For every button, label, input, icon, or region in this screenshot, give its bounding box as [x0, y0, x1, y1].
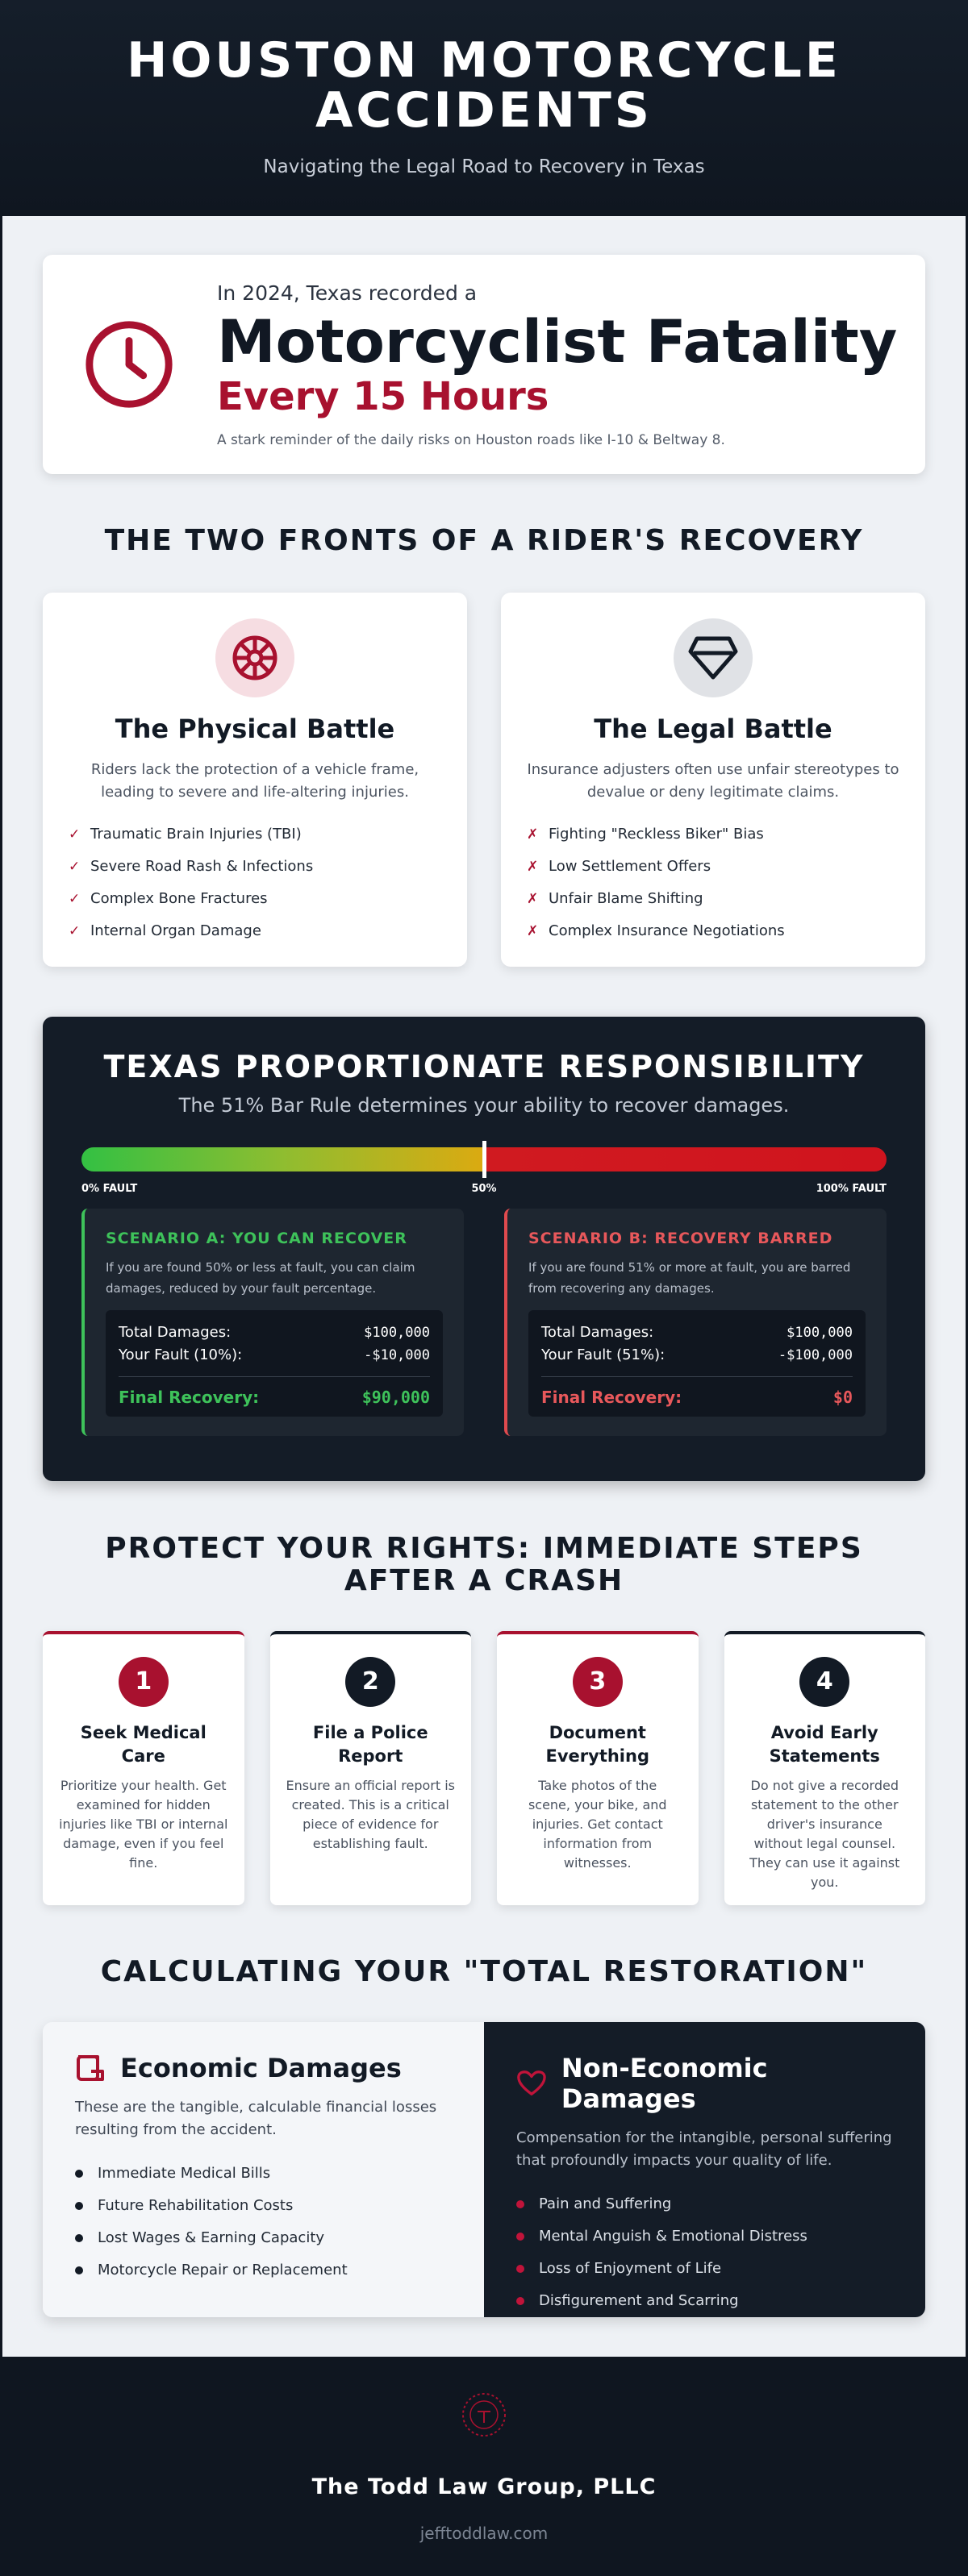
page-header — [0, 0, 968, 216]
list-item: Mental Anguish & Emotional Distress — [516, 2220, 893, 2253]
physical-battle-card — [43, 593, 467, 967]
fronts-section — [43, 593, 925, 967]
calc-value: -$100,000 — [778, 1347, 853, 1363]
economic-damages-panel — [43, 2022, 484, 2317]
fronts-title: THE TWO FRONTS OF A RIDER'S RECOVERY — [104, 524, 864, 557]
step-card — [497, 1631, 699, 1905]
firm-name: The Todd Law Group, PLLC — [311, 2474, 657, 2499]
step-title: Avoid Early Statements — [769, 1723, 880, 1766]
list-item: Immediate Medical Bills — [75, 2158, 452, 2190]
check-icon: ✓ — [69, 826, 81, 843]
fatality-stat-card — [43, 255, 925, 474]
calc-label: Total Damages: — [541, 1324, 654, 1341]
list-item: ✓ Severe Road Rash & Infections — [69, 851, 443, 883]
damages-title: CALCULATING YOUR "TOTAL RESTORATION" — [100, 1955, 868, 1988]
bullet-icon — [75, 2266, 83, 2274]
fault-scale-bar — [81, 1147, 887, 1171]
x-mark-icon: ✗ — [527, 923, 539, 939]
economic-damages-title: Economic Damages — [120, 2053, 402, 2083]
scenario-b-title: SCENARIO B: RECOVERY BARRED — [528, 1230, 833, 1247]
step-text: Take photos of the scene, your bike, and injuries. Get contact information from witnesses. — [528, 1778, 667, 1871]
fault-scale-labels — [81, 1183, 887, 1201]
list-item: Pain and Suffering — [516, 2188, 893, 2220]
stat-note: A stark reminder of the daily risks on Houston roads like I-10 & Beltway 8. — [217, 431, 725, 448]
non-economic-damages-title: Non-Economic Damages — [561, 2053, 768, 2114]
clock-icon — [81, 317, 177, 412]
receipt-icon — [75, 2054, 106, 2083]
texas-responsibility-section — [43, 1017, 925, 1481]
steps-title: PROTECT YOUR RIGHTS: IMMEDIATE STEPS AFTER A CRASH — [105, 1532, 863, 1597]
final-recovery-value: $0 — [832, 1388, 853, 1407]
step-title: Document Everything — [545, 1723, 649, 1766]
step-text: Do not give a recorded statement to the other driver's insurance without legal counsel. They can use it against you. — [749, 1778, 900, 1890]
firm-logo — [458, 2389, 510, 2441]
scenario-a-title: SCENARIO A: YOU CAN RECOVER — [106, 1230, 407, 1247]
step-card — [270, 1631, 472, 1905]
step-number: 4 — [799, 1657, 849, 1707]
list-item: Lost Wages & Earning Capacity — [75, 2222, 452, 2254]
fault-label-mid: 50% — [471, 1183, 497, 1195]
scenario-row — [81, 1209, 887, 1436]
bullet-icon — [516, 2297, 524, 2305]
page-footer — [0, 2357, 968, 2576]
divider — [119, 1376, 430, 1377]
step-card — [43, 1631, 244, 1905]
stat-frequency: Every 15 Hours — [217, 373, 549, 419]
calc-value: $100,000 — [786, 1325, 853, 1341]
bullet-icon — [75, 2234, 83, 2242]
step-text: Prioritize your health. Get examined for hidden injuries like TBI or internal damage, even if you feel fine. — [59, 1778, 228, 1871]
physical-battle-title: The Physical Battle — [115, 714, 395, 744]
list-item: ✗ Fighting "Reckless Biker" Bias — [527, 818, 901, 851]
step-card — [724, 1631, 926, 1905]
fault-threshold-marker — [482, 1141, 486, 1178]
bullet-icon — [516, 2233, 524, 2241]
economic-damages-description: These are the tangible, calculable financial losses resulting from the accident. — [75, 2099, 437, 2138]
step-number: 1 — [119, 1657, 169, 1707]
calc-value: -$10,000 — [364, 1347, 430, 1363]
page-subtitle: Navigating the Legal Road to Recovery in Texas — [263, 156, 705, 177]
fault-label-start: 0% FAULT — [81, 1183, 138, 1195]
texas-title: TEXAS PROPORTIONATE RESPONSIBILITY — [103, 1049, 865, 1084]
fault-label-end: 100% FAULT — [816, 1183, 887, 1195]
final-recovery-label: Final Recovery: — [119, 1388, 260, 1407]
bullet-icon — [75, 2202, 83, 2210]
bullet-icon — [75, 2170, 83, 2178]
x-mark-icon: ✗ — [527, 826, 539, 843]
heart-icon — [516, 2069, 547, 2098]
physical-injury-list — [67, 818, 443, 947]
final-recovery-value: $90,000 — [361, 1388, 430, 1407]
list-item: ✗ Low Settlement Offers — [527, 851, 901, 883]
steps-section — [43, 1631, 925, 1905]
legal-battle-card — [501, 593, 925, 967]
legal-battle-description: Insurance adjusters often use unfair stereotypes to devalue or deny legitimate claims. — [527, 761, 899, 801]
x-mark-icon: ✗ — [527, 891, 539, 907]
calc-label: Total Damages: — [119, 1324, 232, 1341]
list-item: ✓ Internal Organ Damage — [69, 915, 443, 947]
scenario-b-card — [504, 1209, 887, 1436]
bullet-icon — [516, 2265, 524, 2273]
list-item: Loss of Enjoyment of Life — [516, 2253, 893, 2285]
physical-battle-description: Riders lack the protection of a vehicle frame, leading to severe and life-altering injuries. — [90, 761, 419, 801]
legal-battle-title: The Legal Battle — [594, 714, 832, 744]
step-number: 2 — [345, 1657, 395, 1707]
scenario-a-card — [81, 1209, 464, 1436]
check-icon: ✓ — [69, 891, 81, 907]
x-mark-icon: ✗ — [527, 859, 539, 875]
non-economic-damages-panel — [484, 2022, 925, 2317]
list-item: ✓ Traumatic Brain Injuries (TBI) — [69, 818, 443, 851]
check-icon: ✓ — [69, 923, 81, 939]
list-item: Motorcycle Repair or Replacement — [75, 2254, 452, 2287]
stat-intro: In 2024, Texas recorded a — [217, 281, 478, 305]
website-link[interactable]: jefftoddlaw.com — [419, 2524, 549, 2543]
step-text: Ensure an official report is created. This is a critical piece of evidence for establishing fault. — [286, 1778, 455, 1851]
list-item: Future Rehabilitation Costs — [75, 2190, 452, 2222]
calc-value: $100,000 — [364, 1325, 430, 1341]
scenario-a-description: If you are found 50% or less at fault, you can claim damages, reduced by your fault percentage. — [106, 1260, 415, 1296]
scenario-a-calculation — [106, 1310, 443, 1417]
list-item: ✓ Complex Bone Fractures — [69, 883, 443, 915]
step-number: 3 — [573, 1657, 623, 1707]
check-icon: ✓ — [69, 859, 81, 875]
step-title: Seek Medical Care — [80, 1723, 207, 1766]
scenario-b-calculation — [528, 1310, 866, 1417]
list-item: ✗ Unfair Blame Shifting — [527, 883, 901, 915]
final-recovery-label: Final Recovery: — [541, 1388, 682, 1407]
legal-challenge-list — [525, 818, 901, 947]
divider — [541, 1376, 853, 1377]
calc-label: Your Fault (51%): — [541, 1346, 666, 1363]
shield-icon — [674, 618, 753, 697]
step-title: File a Police Report — [312, 1723, 428, 1766]
calc-label: Your Fault (10%): — [119, 1346, 243, 1363]
steering-wheel-icon — [215, 618, 294, 697]
scenario-b-description: If you are found 51% or more at fault, you are barred from recovering any damages. — [528, 1260, 851, 1296]
economic-damages-list — [75, 2158, 452, 2287]
non-economic-damages-description: Compensation for the intangible, personal suffering that profoundly impacts your quality of life. — [516, 2129, 892, 2169]
damages-section — [43, 2022, 925, 2317]
bullet-icon — [516, 2200, 524, 2208]
page-title: HOUSTON MOTORCYCLE ACCIDENTS — [127, 32, 841, 139]
list-item: Disfigurement and Scarring — [516, 2285, 893, 2317]
non-economic-damages-list — [516, 2188, 893, 2317]
main-content — [2, 216, 966, 2357]
stat-headline: Motorcyclist Fatality — [217, 307, 898, 377]
list-item: ✗ Complex Insurance Negotiations — [527, 915, 901, 947]
texas-subtitle: The 51% Bar Rule determines your ability to recover damages. — [178, 1094, 790, 1117]
